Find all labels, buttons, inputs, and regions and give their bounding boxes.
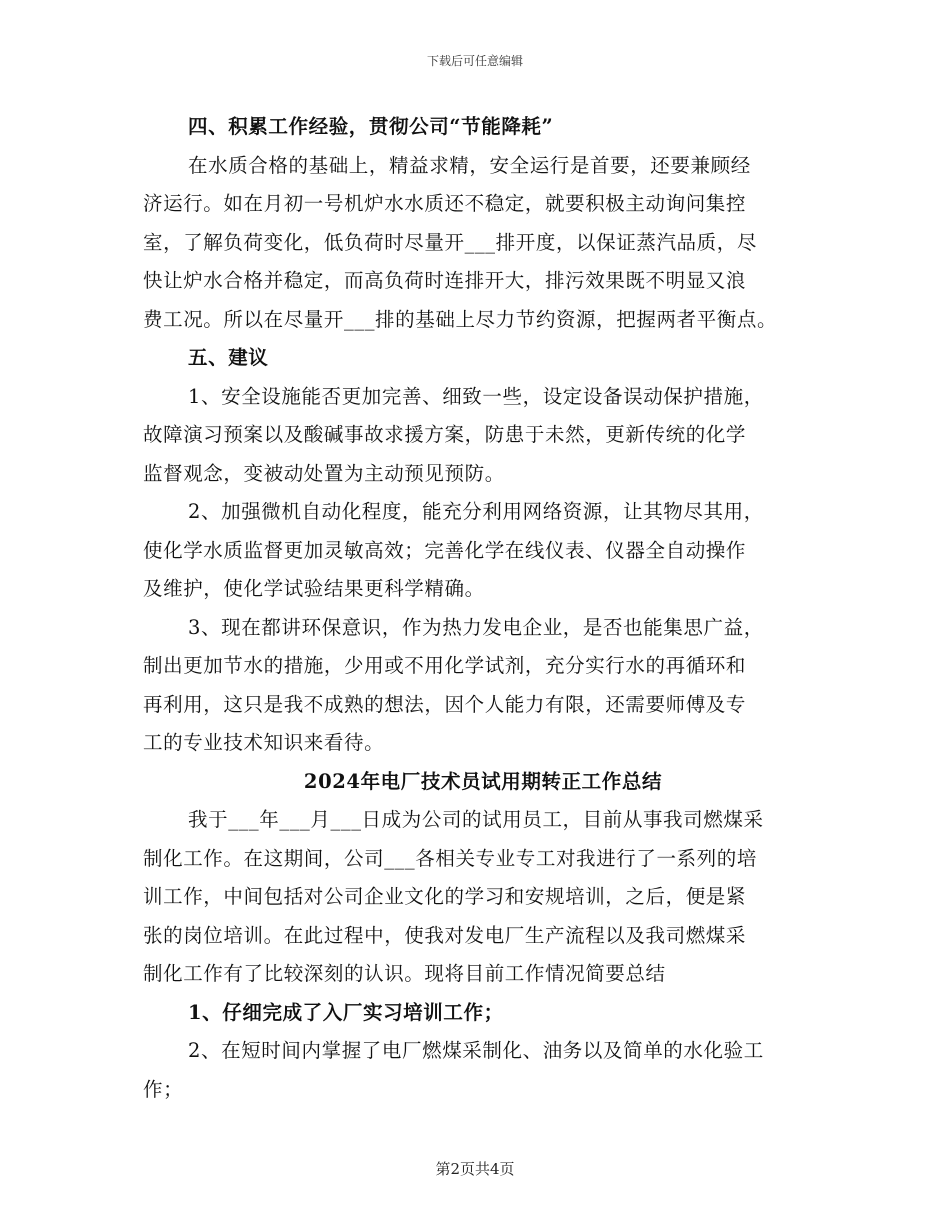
list-item: 1、仔细完成了入厂实习培训工作； — [188, 1000, 504, 1024]
paragraph-line: 制化工作。在这期间，公司___各相关专业专工对我进行了一系列的培 — [143, 846, 757, 870]
paragraph-line: 工的专业技术知识来看待。 — [143, 731, 385, 754]
paragraph-line: 作； — [143, 1077, 184, 1101]
paragraph-line: 故障演习预案以及酸碱事故求援方案，防患于未然，更新传统的化学 — [143, 423, 747, 446]
paragraph-line: 1、安全设施能否更加完善、细致一些，设定设备误动保护措施， — [188, 384, 764, 408]
page-number: 第2页共4页 — [435, 1160, 515, 1178]
paragraph-line: 制出更加节水的措施，少用或不用化学试剂，充分实行水的再循环和 — [143, 654, 747, 677]
paragraph-line: 制化工作有了比较深刻的认识。现将目前工作情况简要总结 — [143, 962, 666, 985]
paragraph-line: 3、现在都讲环保意识，作为热力发电企业，是否也能集思广益， — [188, 615, 764, 639]
paragraph-line: 室，了解负荷变化，低负荷时尽量开___排开度，以保证蒸汽品质，尽 — [143, 230, 757, 254]
list-item: 2、在短时间内掌握了电厂燃煤采制化、油务以及简单的水化验工 — [188, 1039, 764, 1062]
paragraph-line: 训工作，中间包括对公司企业文化的学习和安规培训，之后，便是紧 — [143, 885, 747, 908]
paragraph-line: 我于___年___月___日成为公司的试用员工，目前从事我司燃煤采 — [188, 808, 764, 831]
header-note: 下载后可任意编辑 — [426, 54, 523, 68]
section-heading: 五、建议 — [188, 346, 269, 369]
paragraph-line: 费工况。所以在尽量开___排的基础上尽力节约资源，把握两者平衡点。 — [143, 307, 778, 331]
paragraph-line: 监督观念，变被动处置为主动预见预防。 — [143, 461, 505, 485]
document-title: 2024年电厂技术员试用期转正工作总结 — [303, 769, 663, 793]
paragraph-line: 济运行。如在月初一号机炉水水质还不稳定，就要积极主动询问集控 — [143, 192, 747, 215]
paragraph-line: 及维护，使化学试验结果更科学精确。 — [143, 577, 485, 600]
section-heading: 四、积累工作经验，贯彻公司“节能降耗” — [188, 115, 554, 138]
paragraph-line: 使化学水质监督更加灵敏高效；完善化学在线仪表、仪器全自动操作 — [143, 538, 747, 562]
paragraph-line: 再利用，这只是我不成熟的想法，因个人能力有限，还需要师傅及专 — [143, 692, 747, 716]
paragraph-line: 快让炉水合格并稳定，而高负荷时连排开大，排污效果既不明显又浪 — [143, 269, 747, 292]
paragraph-line: 张的岗位培训。在此过程中，使我对发电厂生产流程以及我司燃煤采 — [143, 923, 747, 947]
document-body — [143, 108, 823, 1109]
paragraph-line: 在水质合格的基础上，精益求精，安全运行是首要，还要兼顾经 — [188, 153, 751, 177]
paragraph-line: 2、加强微机自动化程度，能充分利用网络资源，让其物尽其用， — [188, 500, 764, 523]
